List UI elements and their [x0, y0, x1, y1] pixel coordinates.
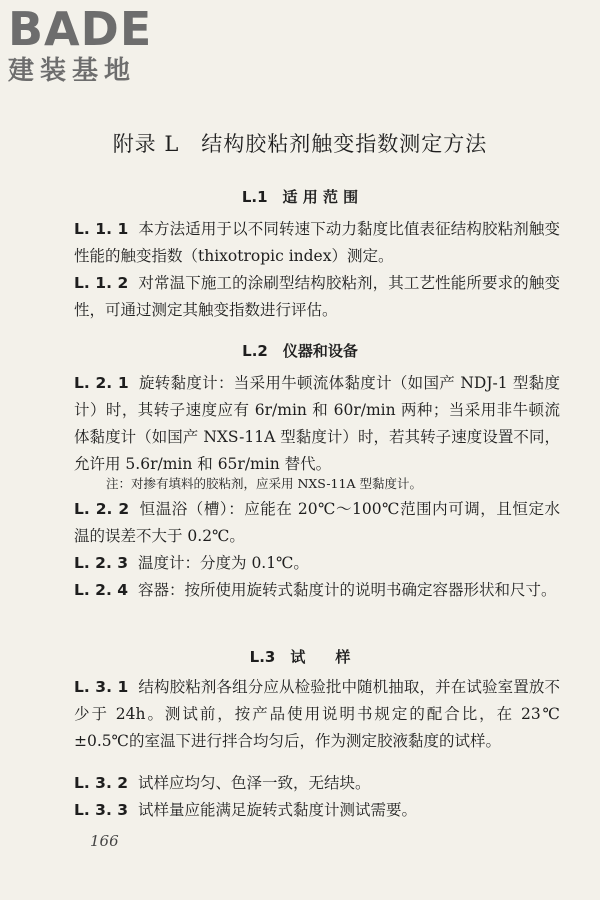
clause-text: 本方法适用于以不同转速下动力黏度比值表征结构胶粘剂触变性能的触变指数（thixotropic index）测定。 — [74, 220, 560, 265]
clause-text: 旋转黏度计：当采用牛顿流体黏度计（如国产 NDJ-1 型黏度计）时，其转子速度应有 6r/min 和 60r/min 两种；当采用非牛顿流体黏度计（如国产 NXS-11A 型黏度计）时，若其转子速度设置不同，允许用 5.6r/min 和 65r/min 替代。 — [74, 374, 560, 473]
clause-l-1-1 — [74, 216, 560, 270]
clause-l-3-3 — [74, 797, 560, 824]
clause-l-3-2 — [74, 770, 560, 797]
note-l2: 注：对掺有填料的胶粘剂，应采用 NXS-11A 型黏度计。 — [106, 476, 422, 491]
clause-text: 试样量应能满足旋转式黏度计测试需要。 — [138, 801, 418, 819]
clause-l-3-1 — [74, 674, 560, 755]
clause-number: L. 2. 1 — [74, 374, 129, 392]
page-number: 166 — [90, 832, 119, 850]
clause-number: L. 1. 2 — [74, 274, 129, 292]
clause-l-2-1 — [74, 370, 560, 478]
clause-number: L. 2. 4 — [74, 581, 129, 599]
section-heading-l2: L.2 仪器和设备 — [242, 342, 358, 360]
clause-l-2-2 — [74, 496, 560, 550]
logo-subtitle: 建装基地 — [8, 56, 137, 86]
appendix-title: 附录 L 结构胶粘剂触变指数测定方法 — [112, 132, 488, 156]
clause-text: 试样应均匀、色泽一致，无结块。 — [138, 774, 371, 792]
clause-text: 结构胶粘剂各组分应从检验批中随机抽取，并在试验室置放不少于 24h。测试前，按产品使用说明书规定的配合比，在 23℃±0.5℃的室温下进行拌合均匀后，作为测定胶液黏度的试样。 — [74, 678, 560, 750]
section-heading-l1: L.1 适 用 范 围 — [241, 188, 359, 206]
clause-l-1-2 — [74, 270, 560, 324]
clause-number: L. 3. 3 — [74, 801, 129, 819]
clause-text: 容器：按所使用旋转式黏度计的说明书确定容器形状和尺寸。 — [138, 581, 557, 599]
clause-text: 温度计：分度为 0.1℃。 — [138, 554, 309, 572]
clause-number: L. 3. 2 — [74, 774, 129, 792]
bade-logo — [8, 2, 153, 86]
clause-number: L. 2. 2 — [74, 500, 130, 518]
logo-wordmark: BADE — [8, 2, 153, 56]
clause-number: L. 1. 1 — [74, 220, 129, 238]
clause-l-2-4 — [74, 577, 560, 604]
clause-text: 恒温浴（槽）：应能在 20℃～100℃范围内可调，且恒定水温的误差不大于 0.2℃。 — [74, 500, 560, 545]
section-heading-l3: L.3 试 样 — [249, 648, 351, 666]
clause-number: L. 3. 1 — [74, 678, 129, 696]
clause-text: 对常温下施工的涂刷型结构胶粘剂，其工艺性能所要求的触变性，可通过测定其触变指数进行评估。 — [74, 274, 560, 319]
clause-number: L. 2. 3 — [74, 554, 129, 572]
clause-l-2-3 — [74, 550, 560, 577]
